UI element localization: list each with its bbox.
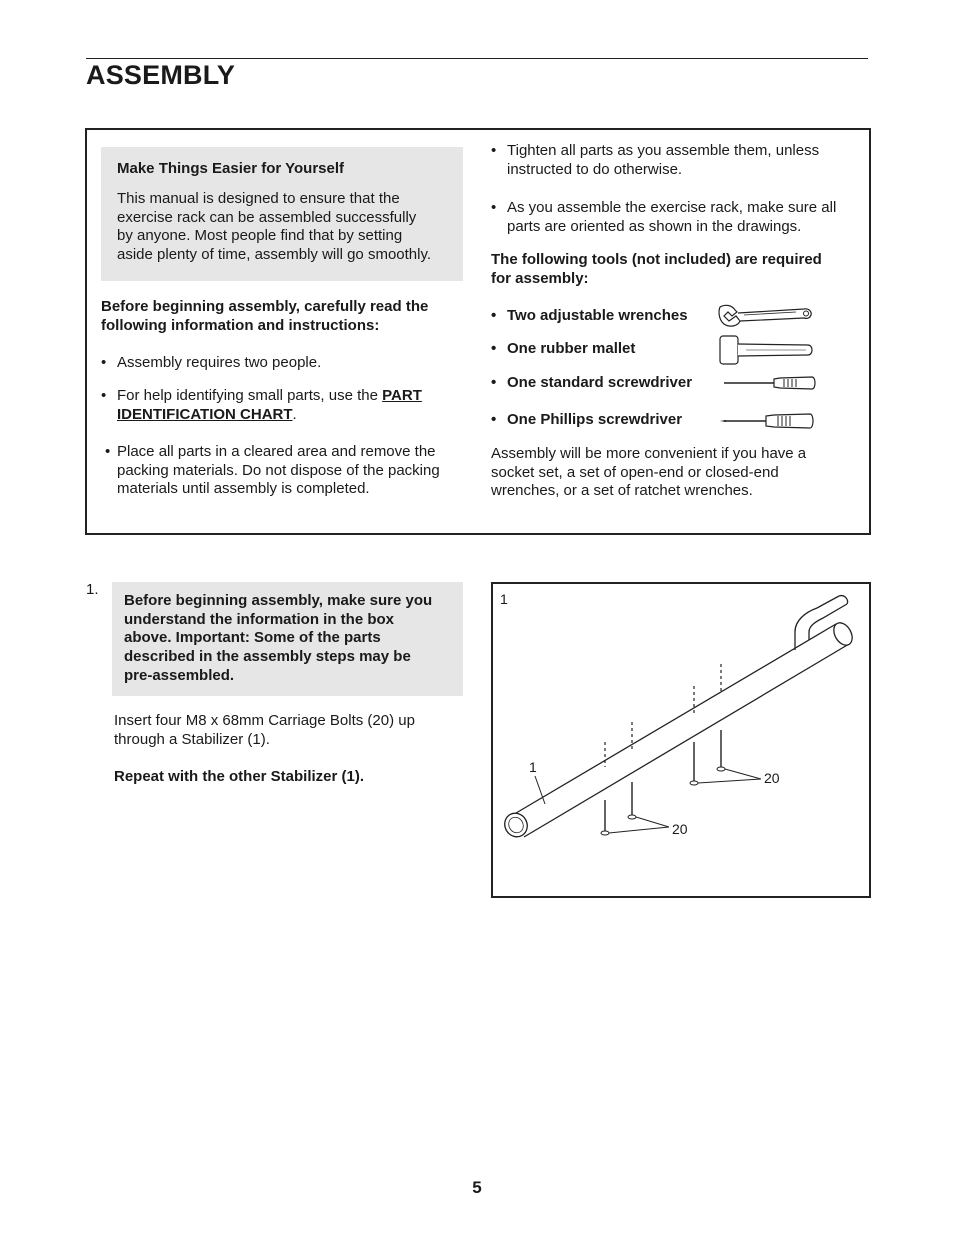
tool-item: • Two adjustable wrenches (491, 307, 688, 324)
tip-line: aside plenty of time, assembly will go smoothly. (117, 246, 432, 264)
standard-screwdriver-icon (722, 373, 818, 393)
page-number: 5 (472, 1178, 482, 1197)
bullet: • (491, 340, 497, 357)
callout-stabilizer: 1 (529, 759, 537, 775)
rubber-mallet-icon (718, 334, 814, 366)
tools-heading: The following tools (not included) are required for assembly: (491, 251, 822, 287)
tip-text (117, 190, 431, 265)
header-rule (86, 58, 868, 59)
list-item: • For help identifying small parts, use the PART IDENTIFICATION CHART. (101, 387, 422, 423)
bullet: • (491, 374, 497, 391)
tip-heading: Make Things Easier for Yourself (117, 160, 345, 177)
list-item: • Assembly requires two people. (101, 354, 322, 371)
bullet: • (105, 443, 111, 460)
bullet: • (101, 387, 107, 404)
step-number: 1. (86, 581, 99, 598)
bullet: • (491, 142, 497, 159)
stabilizer-figure (491, 582, 869, 896)
tip-line: This manual is designed to ensure that the (117, 190, 400, 207)
bullet: • (491, 307, 497, 324)
convenience-note: Assembly will be more convenient if you have a socket set, a set of open-end or closed-end wrenches, or a set of ratchet wrenches. (491, 445, 807, 500)
phillips-screwdriver-icon (718, 410, 818, 432)
tool-item: • One Phillips screwdriver (491, 411, 683, 428)
list-item: • Tighten all parts as you assemble them, unless instructed to do otherwise. (491, 142, 820, 178)
warning-text: Before beginning assembly, make sure you understand the information in the box above. Important: Some of the parts described in the assembly steps may be pre-assembled. (124, 592, 433, 684)
tool-item: • One standard screwdriver (491, 374, 693, 391)
bullet: • (101, 354, 107, 371)
part-chart-link[interactable]: PART (382, 387, 422, 404)
bullet: • (491, 411, 497, 428)
callout-bolts-lower: 20 (672, 821, 688, 837)
page-title: ASSEMBLY (86, 60, 236, 90)
list-item: • Place all parts in a cleared area and remove the packing materials. Do not dispose of the packing materials until assembly is completed. (105, 443, 440, 498)
repeat-note: Repeat with the other Stabilizer (1). (114, 768, 365, 785)
tool-item: • One rubber mallet (491, 340, 636, 357)
adjustable-wrench-icon (716, 302, 816, 330)
tip-line: by anyone. Most people find that by setting (117, 227, 403, 245)
part-chart-link[interactable]: IDENTIFICATION CHART (117, 405, 293, 423)
step-instruction: Insert four M8 x 68mm Carriage Bolts (20) up through a Stabilizer (1). (114, 712, 415, 748)
before-heading: Before beginning assembly, carefully read the following information and instructions: (101, 298, 429, 334)
bullet: • (491, 199, 497, 216)
list-item: • As you assemble the exercise rack, make sure all parts are oriented as shown in the drawings. (491, 199, 837, 235)
figure-number: 1 (500, 591, 508, 607)
tip-line: exercise rack can be assembled successfully (117, 208, 417, 226)
callout-bolts-upper: 20 (764, 770, 780, 786)
